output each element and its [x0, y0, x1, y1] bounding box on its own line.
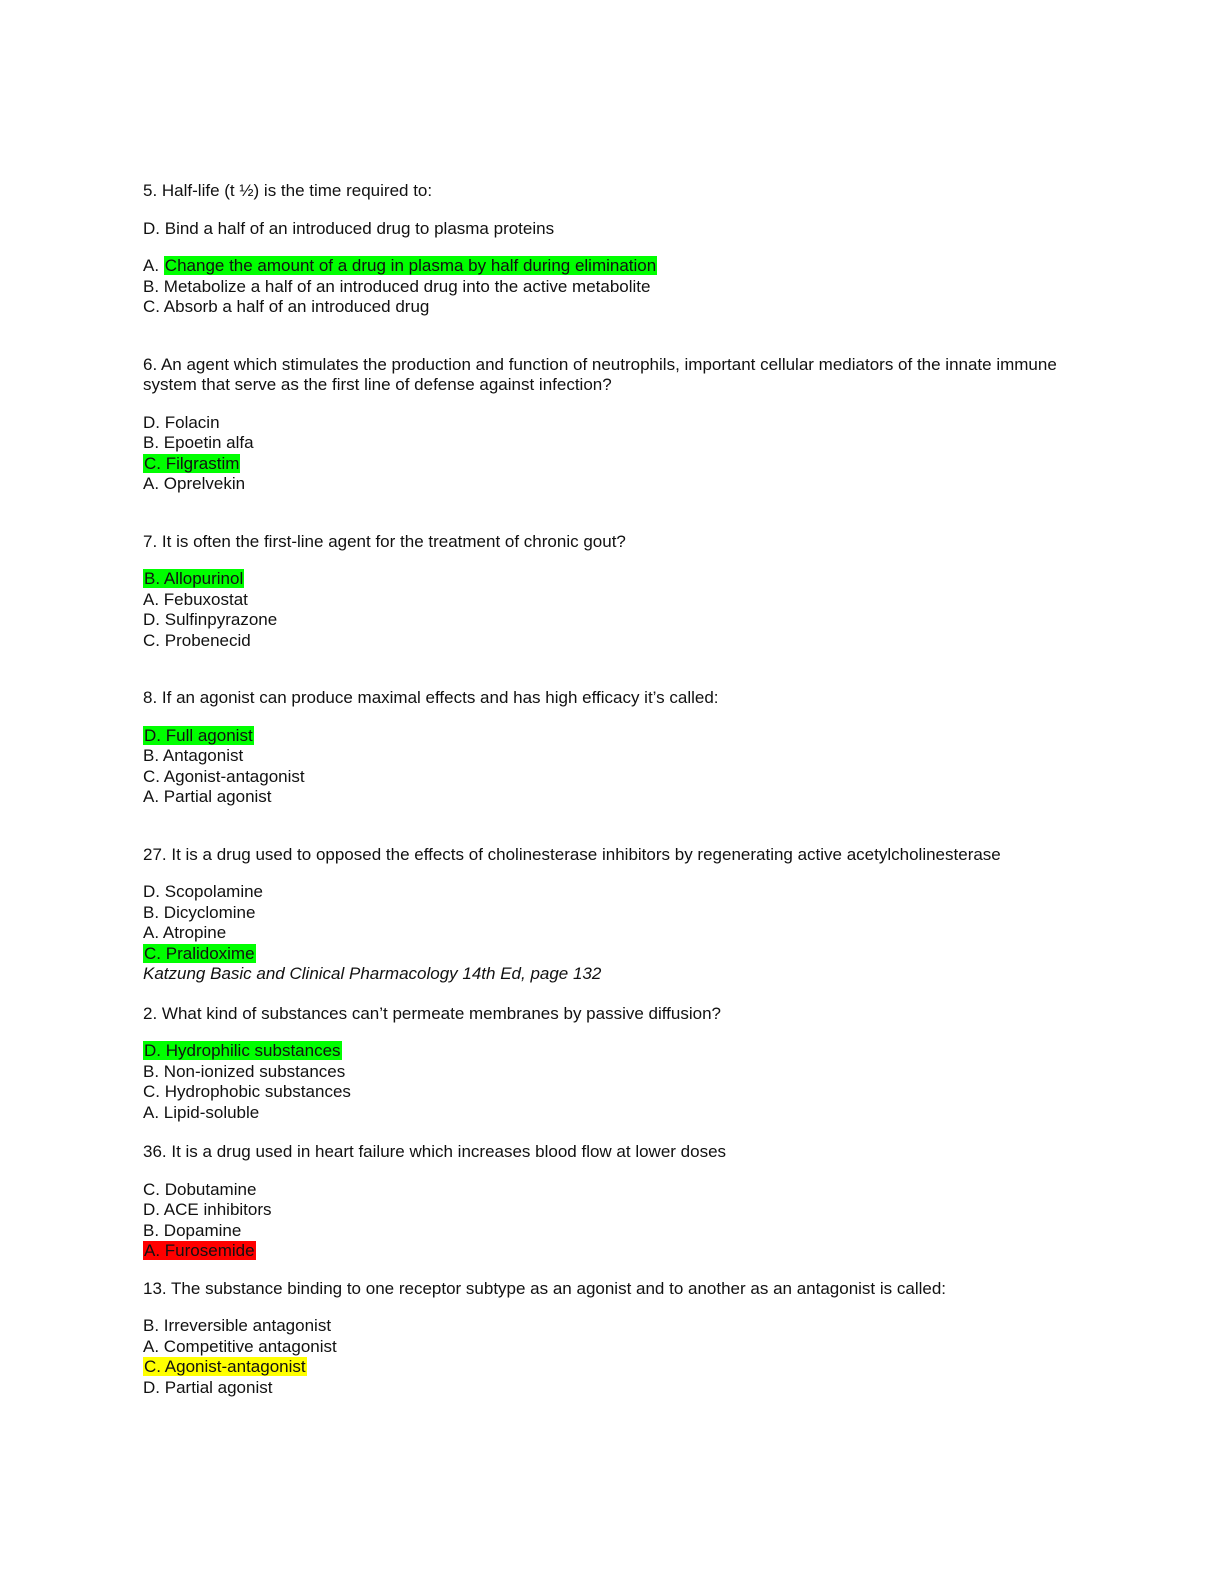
option-letter: D. — [143, 1200, 164, 1219]
question-block — [143, 1142, 1103, 1262]
option-letter: D. — [143, 882, 165, 901]
option-text: Partial agonist — [163, 787, 272, 806]
question-block — [143, 1279, 1103, 1399]
option-text: Allopurinol — [163, 569, 244, 588]
option-text: Absorb a half of an introduced drug — [163, 297, 430, 316]
highlighted-answer — [143, 1041, 342, 1060]
option-letter: C. — [143, 297, 164, 316]
option-letter: B. — [144, 569, 164, 588]
answer-option — [143, 944, 1103, 965]
answer-options — [143, 569, 1103, 651]
option-letter: B. — [143, 746, 163, 765]
answer-option — [143, 787, 1103, 808]
highlighted-answer — [143, 569, 244, 588]
question-prompt: 36. It is a drug used in heart failure which increases blood flow at lower doses — [143, 1142, 727, 1161]
option-text: Dicyclomine — [163, 902, 256, 922]
question-prompt: 7. It is often the first-line agent for the treatment of chronic gout? — [143, 531, 626, 551]
answer-options — [143, 1180, 1103, 1262]
option-letter: A. — [143, 787, 164, 806]
question-block — [143, 181, 1103, 318]
answer-options — [143, 219, 1103, 240]
option-text: Competitive antagonist — [163, 1336, 337, 1356]
option-text: Folacin — [164, 412, 220, 432]
option-text: Sulfinpyrazone — [164, 610, 278, 629]
option-letter: A. — [143, 1336, 164, 1356]
option-letter: D. — [143, 1377, 165, 1397]
answer-options — [143, 256, 1103, 318]
option-letter: D. — [143, 218, 165, 238]
answer-options — [143, 413, 1103, 495]
answer-option — [143, 413, 1103, 434]
answer-option — [143, 1316, 1103, 1337]
answer-option — [143, 1041, 1103, 1062]
answer-option — [143, 767, 1103, 788]
option-text: Lipid-soluble — [163, 1102, 260, 1122]
option-letter: C. — [143, 1179, 165, 1199]
document-page — [143, 181, 1103, 1398]
highlighted-answer — [143, 944, 256, 963]
option-letter: B. — [143, 1220, 164, 1240]
option-letter: B. — [143, 276, 164, 296]
option-text: Partial agonist — [164, 1377, 273, 1397]
answer-option — [143, 882, 1103, 903]
answer-option — [143, 746, 1103, 767]
highlighted-answer — [143, 454, 240, 473]
option-letter: A. — [143, 923, 163, 942]
option-letter: A. — [143, 474, 164, 493]
option-text: Metabolize a half of an introduced drug into the active metabolite — [163, 276, 651, 296]
question-prompt: 8. If an agonist can produce maximal effects and has high efficacy it’s called: — [143, 688, 719, 707]
answer-option — [143, 1103, 1103, 1124]
option-text: Dopamine — [163, 1220, 242, 1240]
option-text: Agonist-antagonist — [163, 766, 305, 786]
answer-option — [143, 631, 1103, 652]
option-letter: B. — [143, 1316, 164, 1335]
option-letter: C. — [144, 1357, 165, 1376]
question-prompt: 5. Half-life (t ½) is the time required to: — [143, 181, 433, 200]
answer-option — [143, 433, 1103, 454]
option-text: Irreversible antagonist — [163, 1316, 332, 1335]
option-letter: D. — [143, 610, 165, 629]
answer-option — [143, 569, 1103, 590]
question-block — [143, 688, 1103, 808]
highlighted-answer — [164, 256, 657, 275]
option-letter: D. — [144, 1041, 166, 1060]
question-prompt: 6. An agent which stimulates the production and function of neutrophils, important cellular mediators of the innate immune system that serve as the first line of defense against infection? — [143, 354, 1062, 394]
question-block — [143, 845, 1103, 985]
option-text: Full agonist — [165, 725, 253, 745]
option-text: Dobutamine — [164, 1179, 257, 1199]
answer-options — [143, 726, 1103, 808]
answer-option — [143, 1221, 1103, 1242]
answer-option — [143, 590, 1103, 611]
option-letter: B. — [143, 1061, 164, 1081]
source-reference: Katzung Basic and Clinical Pharmacology 14th Ed, page 132 — [143, 964, 602, 983]
option-text: Antagonist — [162, 746, 244, 765]
option-letter: D. — [144, 725, 166, 745]
answer-option — [143, 903, 1103, 924]
option-letter: A. — [143, 589, 164, 609]
option-text: Bind a half of an introduced drug to plasma proteins — [164, 218, 555, 238]
option-letter: C. — [143, 1082, 165, 1101]
answer-option — [143, 610, 1103, 631]
answer-options — [143, 1041, 1103, 1123]
answer-option — [143, 474, 1103, 495]
option-letter: C. — [143, 766, 164, 786]
highlighted-answer — [143, 1357, 307, 1376]
answer-option — [143, 219, 1103, 240]
answer-option — [143, 1082, 1103, 1103]
question-prompt: 27. It is a drug used to opposed the effects of cholinesterase inhibitors by regenerating active acetylcholinesterase — [143, 844, 1001, 864]
option-text: Febuxostat — [163, 589, 248, 609]
option-text: ACE inhibitors — [163, 1200, 272, 1219]
option-letter: A. — [143, 256, 164, 275]
answer-options — [143, 1316, 1103, 1398]
answer-option — [143, 277, 1103, 298]
option-text: Pralidoxime — [165, 943, 255, 963]
answer-option — [143, 923, 1103, 944]
answer-option — [143, 1200, 1103, 1221]
answer-option — [143, 256, 1103, 277]
answer-option — [143, 1337, 1103, 1358]
option-text: Change the amount of a drug in plasma by half during elimination — [164, 256, 657, 275]
option-letter: C. — [144, 453, 166, 473]
option-letter: B. — [143, 902, 164, 922]
option-letter: C. — [143, 630, 165, 650]
option-text: Furosemide — [164, 1241, 255, 1260]
option-letter: D. — [143, 412, 165, 432]
option-letter: A. — [143, 1102, 164, 1122]
answer-option — [143, 1062, 1103, 1083]
option-text: Hydrophilic substances — [165, 1041, 341, 1060]
option-letter: B. — [143, 433, 164, 452]
option-text: Oprelvekin — [163, 474, 246, 493]
option-letter: C. — [144, 943, 166, 963]
answer-option — [143, 1378, 1103, 1399]
answer-option — [143, 1180, 1103, 1201]
option-text: Scopolamine — [164, 882, 264, 901]
option-text: Agonist-antagonist — [164, 1357, 306, 1376]
option-letter: A. — [144, 1241, 165, 1260]
question-block — [143, 355, 1103, 495]
answer-option — [143, 1357, 1103, 1378]
question-prompt: 2. What kind of substances can’t permeate membranes by passive diffusion? — [143, 1003, 721, 1023]
question-block — [143, 532, 1103, 652]
answer-option — [143, 1241, 1103, 1262]
option-text: Non-ionized substances — [163, 1061, 346, 1081]
answer-option — [143, 726, 1103, 747]
answer-options — [143, 882, 1103, 964]
answer-option — [143, 297, 1103, 318]
highlighted-answer — [143, 1241, 256, 1260]
option-text: Filgrastim — [165, 453, 240, 473]
option-text: Hydrophobic substances — [164, 1082, 351, 1101]
option-text: Epoetin alfa — [163, 433, 254, 452]
highlighted-answer — [143, 726, 254, 745]
option-text: Atropine — [162, 923, 227, 942]
option-text: Probenecid — [164, 630, 251, 650]
answer-option — [143, 454, 1103, 475]
question-block — [143, 1004, 1103, 1124]
question-prompt: 13. The substance binding to one receptor subtype as an agonist and to another as an antagonist is called: — [143, 1278, 947, 1298]
